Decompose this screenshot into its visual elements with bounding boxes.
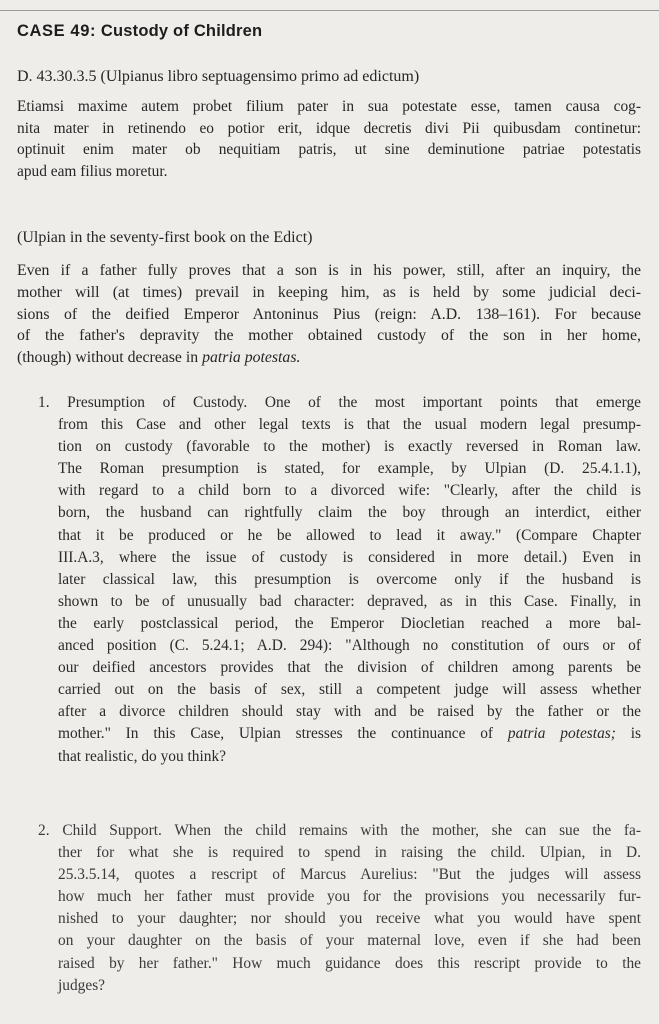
note-line: with regard to a child born to a divorced wife: "Clearly, after the child is (58, 482, 641, 500)
case-title-text: Custody of Children (100, 22, 263, 40)
latin-line: apud eam filius moretur. (17, 162, 168, 180)
english-line-text: (though) without decrease in (17, 349, 199, 367)
english-line: of the father's depravity the mother obtained custody of the son in her home, (17, 327, 641, 345)
english-source-citation: (Ulpian in the seventy-first book on the Edict) (17, 229, 313, 246)
note-line: raised by her father." How much guidance does this rescript provide to the (58, 954, 641, 972)
note-line: The Roman presumption is stated, for example, by Ulpian (D. 25.4.1.1), (58, 460, 641, 478)
note-text: One of the most important points that emerge (264, 394, 641, 411)
note-text: When the child remains with the mother, she can sue the fa- (174, 822, 641, 839)
note-line: how much her father must provide you for the provisions you necessarily fur- (58, 888, 641, 906)
note-line: the early postclassical period, the Emperor Diocletian reached a more bal- (58, 614, 641, 632)
note-line: tion on custody (favorable to the mother) is exactly reversed in Roman law. (58, 438, 641, 456)
latin-line: Etiamsi maxime autem probet filium pater in sua potestate esse, tamen causa cog- (17, 98, 641, 115)
note-line: carried out on the basis of sex, still a competent judge will assess whether (58, 681, 641, 699)
note-text: is (630, 725, 641, 743)
note-line: on your daughter on the basis of your maternal love, even if she had been (58, 932, 641, 950)
note-line: III.A.3, where the issue of custody is considered in more detail.) Even in (58, 548, 641, 566)
note-heading: Presumption of Custody. (67, 394, 248, 411)
english-line: Even if a father fully proves that a son is in his power, still, after an inquiry, the (17, 262, 641, 279)
note-line: anced position (C. 5.24.1; A.D. 294): "Although no constitution of ours or of (58, 637, 641, 655)
note-line: judges? (58, 976, 106, 994)
note-line: nished to your daughter; nor should you receive what you would have spent (58, 910, 641, 928)
latin-source-citation: D. 43.30.3.5 (Ulpianus libro septuagensimo primo ad edictum) (17, 68, 420, 85)
english-line: mother will (at times) prevail in keeping him, as is held by some judicial deci- (17, 283, 641, 301)
top-rule (0, 10, 659, 11)
note-index: 2. (38, 822, 50, 839)
note-heading: Child Support. (62, 822, 162, 839)
note-line (38, 723, 641, 745)
note-text: mother." In this Case, Ulpian stresses the continuance of (58, 725, 494, 743)
english-line: sions of the deified Emperor Antoninus Pius (reign: A.D. 138–161). For because (17, 305, 641, 323)
note-italic-term: patria potestas; (507, 725, 616, 743)
note-line (38, 820, 641, 842)
note-index: 1. (38, 394, 50, 411)
note-line: ther for what she is required to spend in raising the child. Ulpian, in D. (58, 844, 641, 862)
case-label: CASE 49: (17, 22, 97, 40)
english-line-last (17, 347, 641, 369)
note-line: born, the husband can rightfully claim the boy through an interdict, either (58, 504, 641, 522)
note-line: shown to be of unusually bad character: depraved, as in this Case. Finally, in (58, 592, 641, 610)
note-line: from this Case and other legal texts is that the usual modern legal presump- (58, 416, 641, 434)
latin-line: optinuit enim mater ob nequitiam patris, ut sine deminutione patriae potestatis (17, 141, 641, 159)
note-line: 25.3.5.14, quotes a rescript of Marcus Aurelius: "But the judges will assess (58, 866, 641, 884)
note-child-support (38, 820, 641, 997)
latin-line: nita mater in retinendo eo potior erit, idque decretis divi Pii quibusdam continetur: (17, 119, 641, 137)
case-title (17, 22, 262, 41)
note-presumption-of-custody (38, 392, 641, 768)
english-italic-term: patria potestas. (202, 349, 301, 367)
latin-text (17, 96, 641, 182)
note-line: after a divorce children should stay with and be raised by the father or the (58, 703, 641, 721)
note-line: that it be produced or he be allowed to lead it away." (Compare Chapter (58, 526, 641, 544)
note-line: our deified ancestors provides that the division of children among parents be (58, 659, 641, 677)
note-line: later classical law, this presumption is overcome only if the husband is (58, 570, 641, 588)
english-translation (17, 260, 641, 369)
note-line (38, 392, 641, 414)
note-line: that realistic, do you think? (58, 747, 226, 765)
